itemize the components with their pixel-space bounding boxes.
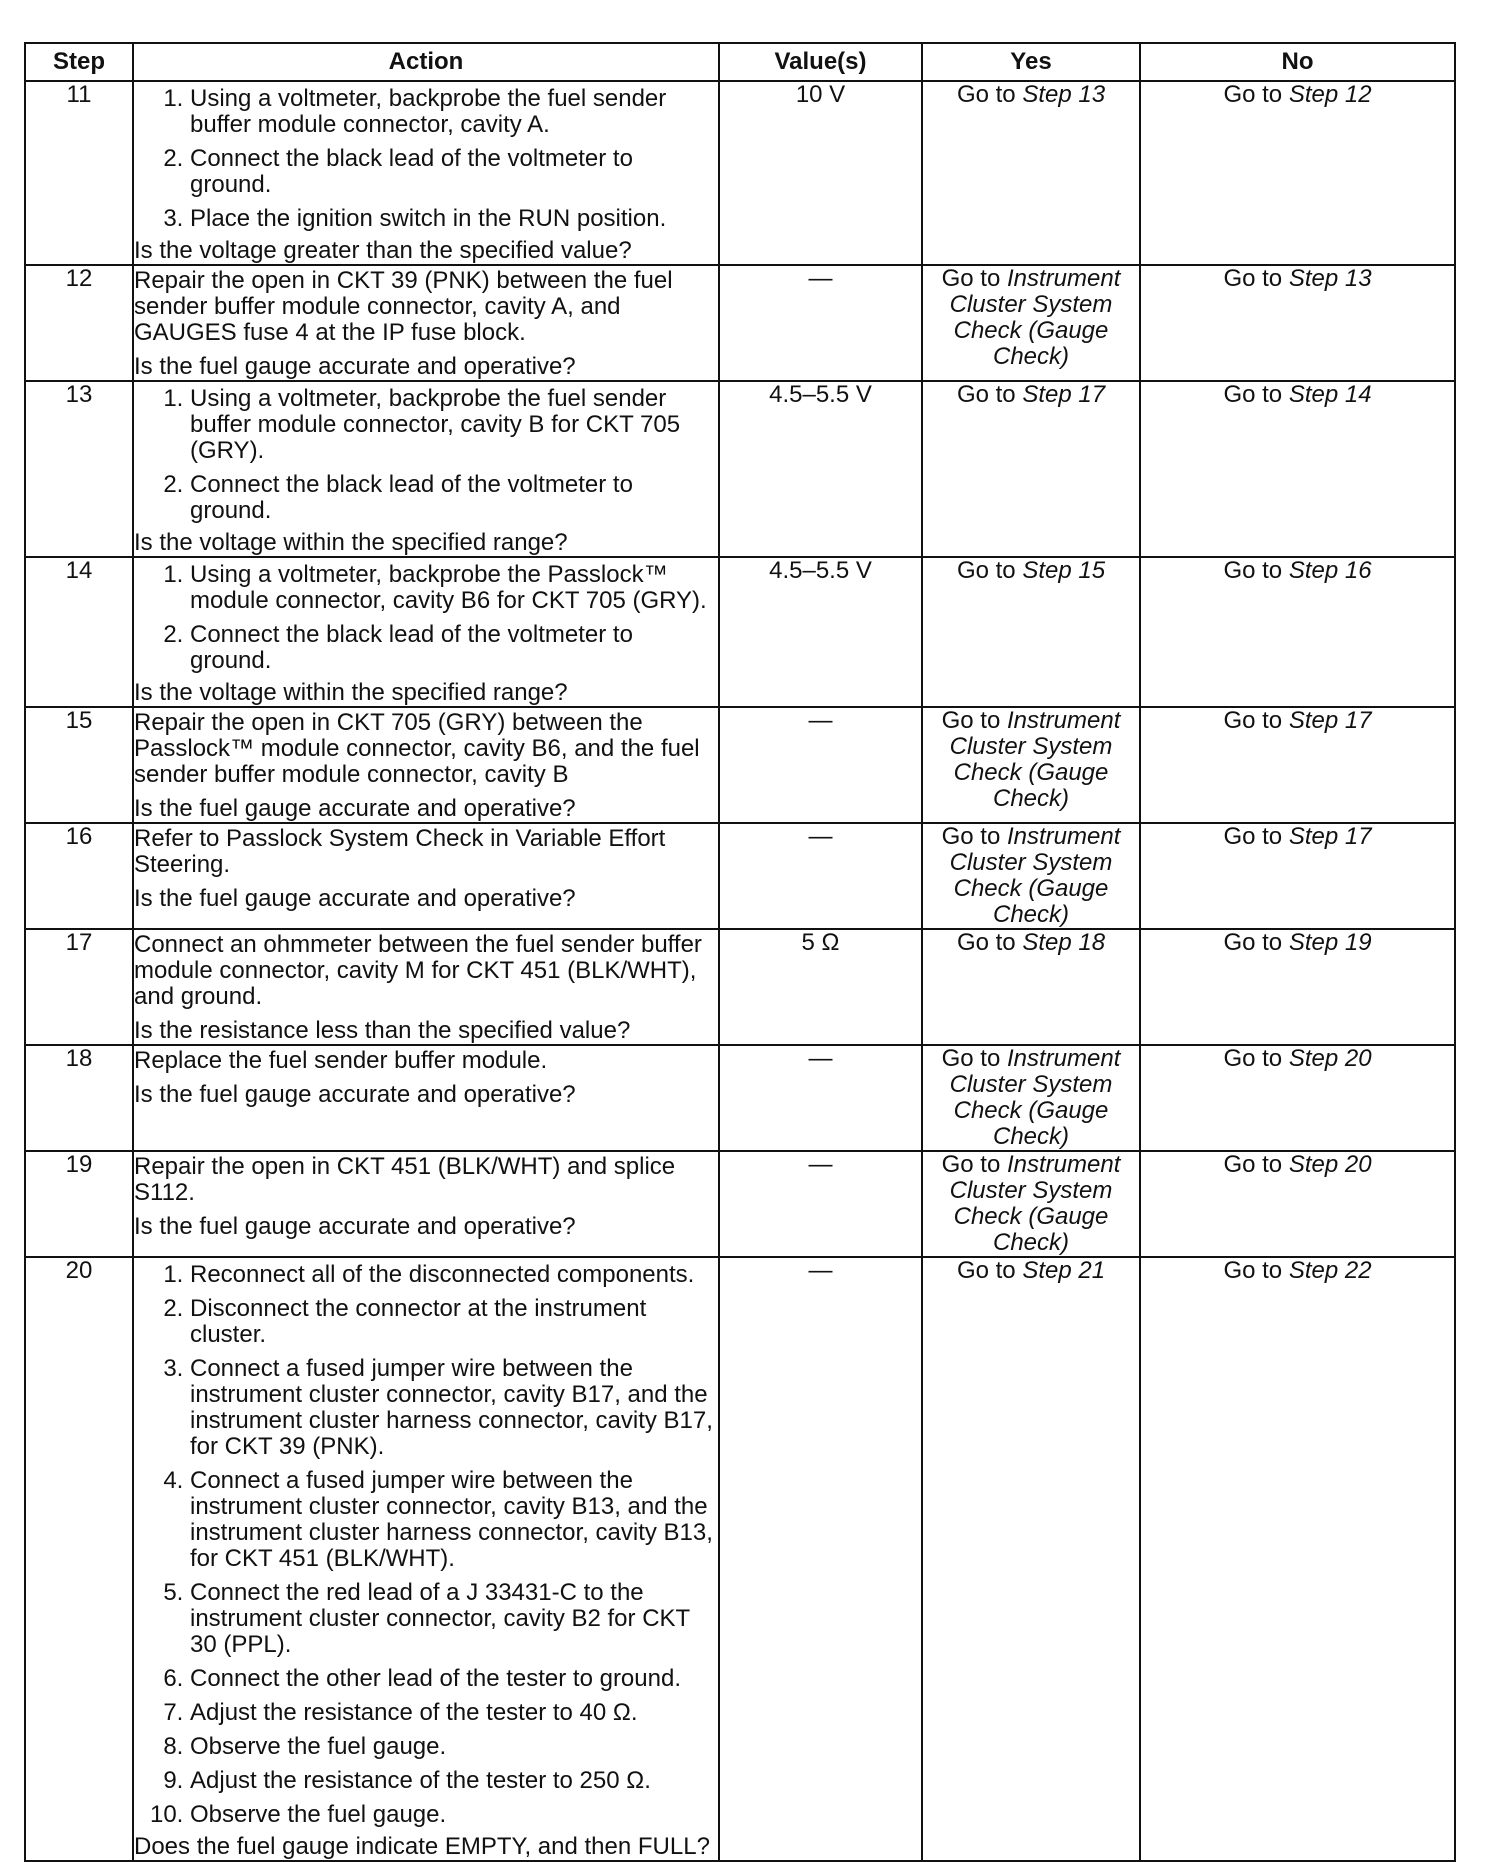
no-cell [1140,707,1455,823]
action-instruction: Repair the open in CKT 705 (GRY) between the Passlock™ module connector, cavity B6, and the fuel sender buffer module connector, cavity B [134,709,700,788]
yes-prefix: Go to [941,1151,1001,1178]
step-number: 13 [25,381,133,557]
step-number: 11 [25,81,133,265]
no-cell [1140,265,1455,381]
yes-target-link[interactable]: Step 15 [1022,557,1106,584]
action-question: Is the fuel gauge accurate and operative? [134,353,576,380]
step-number: 16 [25,823,133,929]
action-cell [133,1151,719,1257]
yes-cell [922,557,1140,707]
yes-target-link[interactable]: Step 21 [1022,1257,1106,1284]
yes-prefix: Go to [956,381,1016,408]
value-cell: — [719,1045,922,1151]
table-row [25,1045,1455,1151]
no-prefix: Go to [1223,265,1283,292]
no-cell [1140,381,1455,557]
action-step: 6. Connect the other lead of the tester to ground. [190,1666,718,1692]
no-prefix: Go to [1223,1151,1283,1178]
header-step: Step [25,43,133,81]
action-question: Is the fuel gauge accurate and operative? [134,795,576,822]
action-step: 7. Adjust the resistance of the tester to 40 Ω. [190,1700,718,1726]
table-row [25,1151,1455,1257]
action-cell [133,929,719,1045]
action-instruction: Replace the fuel sender buffer module. [134,1047,548,1074]
action-step: 8. Observe the fuel gauge. [190,1734,718,1760]
no-prefix: Go to [1223,707,1283,734]
header-no: No [1140,43,1455,81]
action-step: 2. Connect the black lead of the voltmeter to ground. [190,146,718,198]
action-question: Is the fuel gauge accurate and operative? [134,1081,576,1108]
no-prefix: Go to [1223,81,1283,108]
yes-prefix: Go to [941,265,1001,292]
no-prefix: Go to [1223,1257,1283,1284]
action-cell [133,557,719,707]
no-cell [1140,1151,1455,1257]
no-target-link[interactable]: Step 13 [1288,265,1372,292]
table-row [25,265,1455,381]
yes-target-link[interactable]: Instrument Cluster System Check (Gauge Check) [949,823,1121,928]
yes-cell [922,1151,1140,1257]
step-number: 12 [25,265,133,381]
value-cell: — [719,707,922,823]
no-prefix: Go to [1223,1045,1283,1072]
action-question: Is the resistance less than the specified value? [134,1017,631,1044]
header-action: Action [133,43,719,81]
action-steps-list [134,562,718,674]
yes-cell [922,1257,1140,1861]
value-cell: — [719,1257,922,1861]
no-target-link[interactable]: Step 20 [1288,1151,1372,1178]
value-cell: 4.5–5.5 V [719,557,922,707]
action-question: Does the fuel gauge indicate EMPTY, and then FULL? [134,1833,710,1860]
yes-target-link[interactable]: Step 18 [1022,929,1106,956]
header-yes: Yes [922,43,1140,81]
action-step: 9. Adjust the resistance of the tester to 250 Ω. [190,1768,718,1794]
header-values: Value(s) [719,43,922,81]
action-step: 1. Reconnect all of the disconnected components. [190,1262,718,1288]
no-target-link[interactable]: Step 17 [1288,823,1372,850]
action-step: 2. Connect the black lead of the voltmeter to ground. [190,472,718,524]
yes-cell [922,929,1140,1045]
action-step: 3. Place the ignition switch in the RUN position. [190,206,718,232]
yes-target-link[interactable]: Instrument Cluster System Check (Gauge Check) [949,1045,1121,1150]
no-cell [1140,1045,1455,1151]
yes-prefix: Go to [956,929,1016,956]
action-step: 4. Connect a fused jumper wire between the instrument cluster connector, cavity B13, and the instrument cluster harness connector, cavity B13, for CKT 451 (BLK/WHT). [190,1468,718,1572]
action-question: Is the voltage greater than the specified value? [134,237,632,264]
yes-target-link[interactable]: Step 13 [1022,81,1106,108]
yes-target-link[interactable]: Instrument Cluster System Check (Gauge Check) [949,1151,1121,1256]
step-number: 20 [25,1257,133,1861]
action-steps-list [134,86,718,232]
action-step: 1. Using a voltmeter, backprobe the Passlock™ module connector, cavity B6 for CKT 705 (GRY). [190,562,718,614]
yes-prefix: Go to [956,557,1016,584]
yes-target-link[interactable]: Instrument Cluster System Check (Gauge Check) [949,707,1121,812]
value-cell: — [719,1151,922,1257]
action-steps-list [134,386,718,524]
yes-cell [922,265,1140,381]
no-prefix: Go to [1223,929,1283,956]
table-row [25,707,1455,823]
step-number: 17 [25,929,133,1045]
no-cell [1140,1257,1455,1861]
action-question: Is the fuel gauge accurate and operative? [134,885,576,912]
no-target-link[interactable]: Step 22 [1288,1257,1372,1284]
action-cell [133,1257,719,1861]
table-row [25,1257,1455,1861]
table-row [25,823,1455,929]
action-cell [133,823,719,929]
action-cell [133,381,719,557]
action-step: 10. Observe the fuel gauge. [190,1802,718,1828]
no-cell [1140,81,1455,265]
yes-prefix: Go to [941,707,1001,734]
action-step: 2. Disconnect the connector at the instrument cluster. [190,1296,718,1348]
no-prefix: Go to [1223,823,1283,850]
no-target-link[interactable]: Step 12 [1288,81,1372,108]
action-instruction: Refer to Passlock System Check in Variable Effort Steering. [134,825,666,878]
action-cell [133,707,719,823]
value-cell: — [719,823,922,929]
action-step: 1. Using a voltmeter, backprobe the fuel sender buffer module connector, cavity A. [190,86,718,138]
yes-prefix: Go to [956,81,1016,108]
yes-cell [922,81,1140,265]
diagnostic-table [24,42,1456,1862]
action-instruction: Connect an ohmmeter between the fuel sender buffer module connector, cavity M for CKT 451 (BLK/WHT), and ground. [134,931,702,1010]
step-number: 15 [25,707,133,823]
action-instruction: Repair the open in CKT 451 (BLK/WHT) and splice S112. [134,1153,676,1206]
yes-cell [922,381,1140,557]
action-cell [133,265,719,381]
header-row [25,43,1455,81]
no-prefix: Go to [1223,381,1283,408]
no-cell [1140,823,1455,929]
table-row [25,81,1455,265]
no-target-link[interactable]: Step 14 [1288,381,1372,408]
action-question: Is the voltage within the specified range? [134,679,568,706]
no-target-link[interactable]: Step 16 [1288,557,1372,584]
action-question: Is the fuel gauge accurate and operative? [134,1213,576,1240]
action-question: Is the voltage within the specified range? [134,529,568,556]
table-row [25,557,1455,707]
no-target-link[interactable]: Step 17 [1288,707,1372,734]
no-cell [1140,929,1455,1045]
value-cell: 5 Ω [719,929,922,1045]
yes-cell [922,823,1140,929]
no-cell [1140,557,1455,707]
action-step: 5. Connect the red lead of a J 33431-C to the instrument cluster connector, cavity B2 for CKT 30 (PPL). [190,1580,718,1658]
no-target-link[interactable]: Step 20 [1288,1045,1372,1072]
value-cell: — [719,265,922,381]
step-number: 18 [25,1045,133,1151]
yes-prefix: Go to [941,1045,1001,1072]
action-instruction: Repair the open in CKT 39 (PNK) between the fuel sender buffer module connector, cavity A, and GAUGES fuse 4 at the IP fuse block. [134,267,673,346]
no-target-link[interactable]: Step 19 [1288,929,1372,956]
yes-target-link[interactable]: Instrument Cluster System Check (Gauge Check) [949,265,1121,370]
action-step: 1. Using a voltmeter, backprobe the fuel sender buffer module connector, cavity B for CKT 705 (GRY). [190,386,718,464]
yes-prefix: Go to [941,823,1001,850]
yes-cell [922,707,1140,823]
value-cell: 4.5–5.5 V [719,381,922,557]
step-number: 14 [25,557,133,707]
action-step: 2. Connect the black lead of the voltmeter to ground. [190,622,718,674]
table-row [25,929,1455,1045]
action-cell [133,81,719,265]
value-cell: 10 V [719,81,922,265]
yes-target-link[interactable]: Step 17 [1022,381,1106,408]
yes-prefix: Go to [956,1257,1016,1284]
yes-cell [922,1045,1140,1151]
action-steps-list [134,1262,718,1828]
no-prefix: Go to [1223,557,1283,584]
action-cell [133,1045,719,1151]
table-row [25,381,1455,557]
action-step: 3. Connect a fused jumper wire between the instrument cluster connector, cavity B17, and the instrument cluster harness connector, cavity B17, for CKT 39 (PNK). [190,1356,718,1460]
step-number: 19 [25,1151,133,1257]
